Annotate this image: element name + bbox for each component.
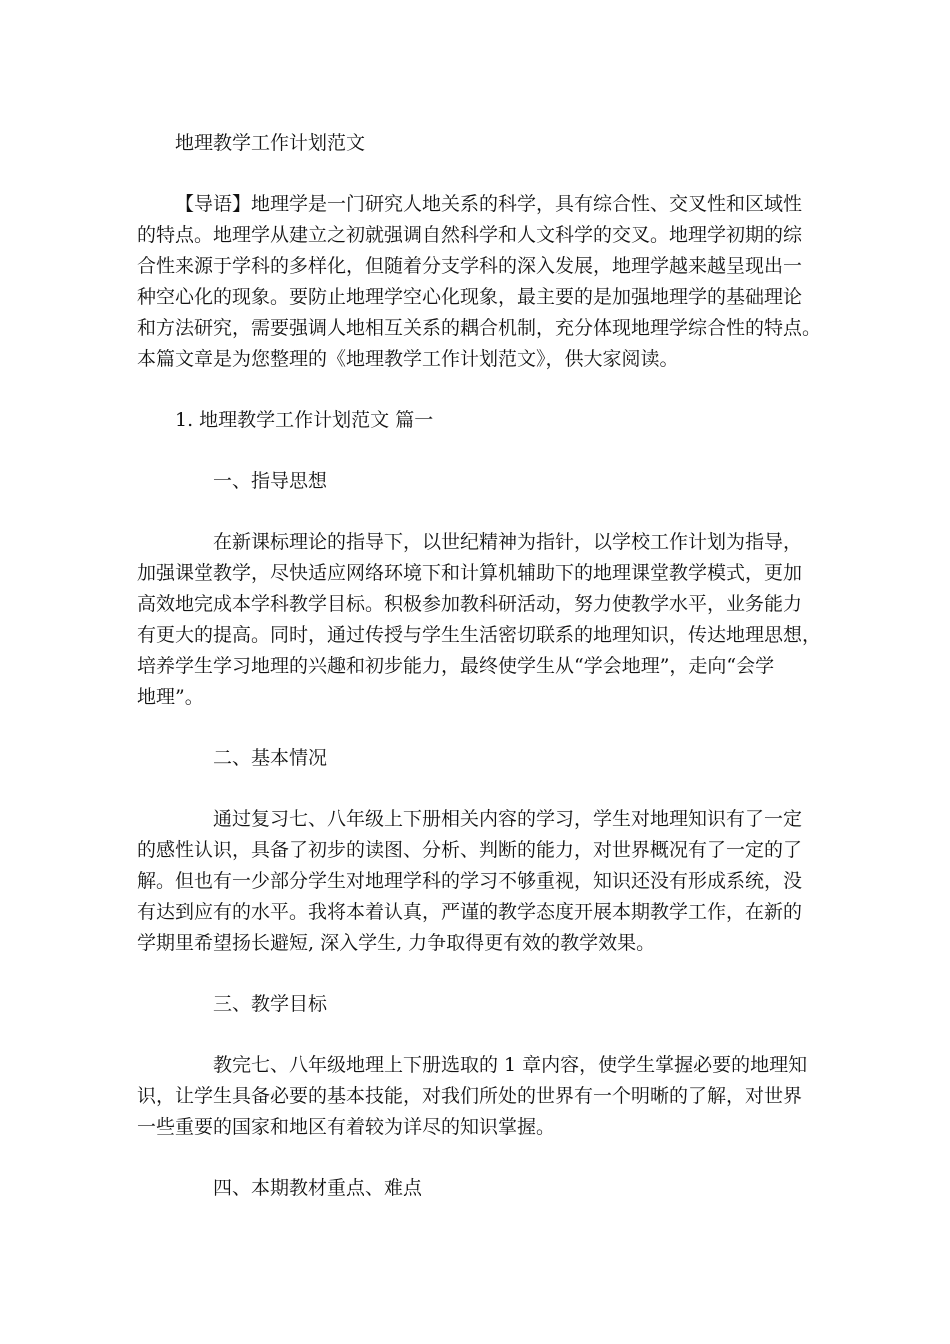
intro-line: 的特点。地理学从建立之初就强调自然科学和人文科学的交叉。地理学初期的综 bbox=[137, 224, 803, 246]
intro-line: 种空心化的现象。要防止地理学空心化现象，最主要的是加强地理学的基础理论 bbox=[137, 286, 803, 308]
intro-line: 和方法研究，需要强调人地相互关系的耦合机制，充分体现地理学综合性的特点。 bbox=[137, 317, 822, 339]
paragraph-line: 地理”。 bbox=[137, 686, 204, 708]
intro-line: 【导语】地理学是一门研究人地关系的科学，具有综合性、交叉性和区域性 bbox=[175, 193, 803, 215]
paragraph-line: 通过复习七、八年级上下册相关内容的学习，学生对地理知识有了一定 bbox=[213, 808, 803, 830]
paragraph-line: 有更大的提高。同时，通过传授与学生生活密切联系的地理知识，传达地理思想， bbox=[137, 624, 822, 646]
paragraph-teaching-goals bbox=[137, 1050, 819, 1143]
heading-key-points: 四、本期教材重点、难点 bbox=[213, 1177, 423, 1199]
heading-teaching-goals: 三、教学目标 bbox=[213, 993, 328, 1015]
heading-basic-situation: 二、基本情况 bbox=[213, 747, 328, 769]
paragraph-line: 在新课标理论的指导下，以世纪精神为指针，以学校工作计划为指导， bbox=[213, 531, 803, 553]
paragraph-line: 高效地完成本学科教学目标。积极参加教科研活动，努力使教学水平，业务能力 bbox=[137, 593, 803, 615]
section-title: 1. 地理教学工作计划范文 篇一 bbox=[175, 409, 434, 431]
paragraph-line: 学期里希望扬长避短, 深入学生, 力争取得更有效的教学效果。 bbox=[137, 932, 656, 954]
intro-paragraph bbox=[137, 189, 822, 375]
paragraph-line: 加强课堂教学，尽快适应网络环境下和计算机辅助下的地理课堂教学模式，更加 bbox=[137, 562, 803, 584]
paragraph-guiding-ideology bbox=[137, 527, 822, 713]
paragraph-line: 培养学生学习地理的兴趣和初步能力，最终使学生从“学会地理”，走向“会学 bbox=[137, 655, 775, 677]
heading-guiding-ideology: 一、指导思想 bbox=[213, 470, 328, 492]
document-title: 地理教学工作计划范文 bbox=[175, 132, 366, 154]
document-content bbox=[137, 128, 822, 1234]
paragraph-line: 教完七、八年级地理上下册选取的 1 章内容，使学生掌握必要的地理知 bbox=[213, 1054, 808, 1076]
paragraph-line: 解。但也有一少部分学生对地理学科的学习不够重视，知识还没有形成系统，没 bbox=[137, 870, 803, 892]
paragraph-line: 识，让学生具备必要的基本技能，对我们所处的世界有一个明晰的了解，对世界 bbox=[137, 1085, 803, 1107]
paragraph-line: 一些重要的国家和地区有着较为详尽的知识掌握。 bbox=[137, 1116, 556, 1138]
paragraph-line: 的感性认识，具备了初步的读图、分析、判断的能力，对世界概况有了一定的了 bbox=[137, 839, 803, 861]
paragraph-line: 有达到应有的水平。我将本着认真，严谨的教学态度开展本期教学工作，在新的 bbox=[137, 901, 803, 923]
intro-line: 合性来源于学科的多样化，但随着分支学科的深入发展，地理学越来越呈现出一 bbox=[137, 255, 803, 277]
intro-line: 本篇文章是为您整理的《地理教学工作计划范文》，供大家阅读。 bbox=[137, 348, 679, 370]
paragraph-basic-situation bbox=[137, 804, 819, 959]
